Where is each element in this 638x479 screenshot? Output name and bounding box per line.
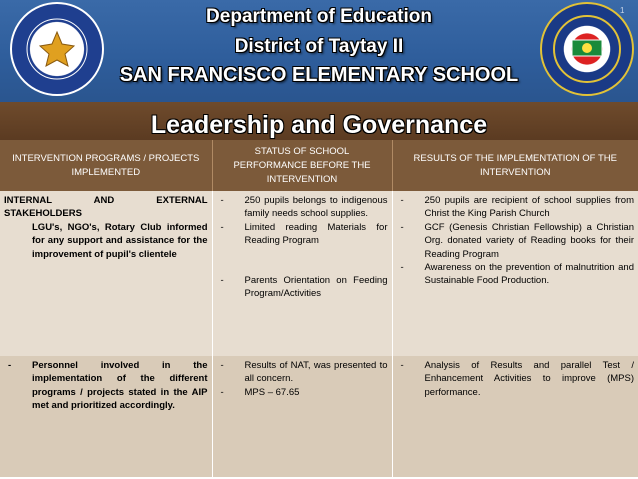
- column-header-status: STATUS OF SCHOOL PERFORMANCE BEFORE THE INTERVENTION: [212, 140, 392, 191]
- list-item: - MPS – 67.65: [220, 386, 300, 398]
- header-school: SAN FRANCISCO ELEMENTARY SCHOOL: [119, 64, 519, 86]
- list-item: - Personnel involved in the implementation of the different programs / projects stated in the AIP met and prioritized accordingly.: [8, 360, 208, 412]
- status-cell: [212, 356, 392, 477]
- column-header-programs: INTERVENTION PROGRAMS / PROJECTS IMPLEMENTED: [0, 140, 212, 191]
- list-item: - Results of NAT, was presented to all concern.: [220, 360, 388, 385]
- list-item: - Parents Orientation on Feeding Program/Activities: [220, 274, 388, 300]
- table-row: [0, 356, 638, 477]
- program-title: INTERNAL AND EXTERNAL STAKEHOLDERS: [4, 195, 208, 220]
- list-item: - 250 pupils are recipient of school supplies from Christ the King Parish Church: [400, 195, 634, 220]
- column-header-results: RESULTS OF THE IMPLEMENTATION OF THE INTERVENTION: [392, 140, 638, 191]
- table-row: [0, 191, 638, 356]
- list-item: - GCF (Genesis Christian Fellowship) a Christian Org. donated variety of Reading books for their Reading Program: [400, 221, 634, 260]
- list-item: - 250 pupils belongs to indigenous family needs school supplies.: [220, 195, 388, 220]
- header-department: Department of Education: [206, 6, 432, 27]
- list-item: - Analysis of Results and parallel Test / Enhancement Activities to improve (MPS) performance.: [400, 360, 634, 398]
- program-detail: LGU's, NGO's, Rotary Club informed for any support and assistance for the improvement of pupil's clientele: [32, 221, 208, 260]
- slide-title: Leadership and Governance: [150, 111, 488, 139]
- list-item: - Limited reading Materials for Reading Program: [220, 221, 388, 247]
- header-district: District of Taytay II: [234, 36, 404, 57]
- slide-number: 1: [620, 6, 625, 15]
- program-cell: [0, 191, 212, 356]
- status-cell: [212, 191, 392, 356]
- results-cell: [392, 191, 638, 356]
- results-cell: [392, 356, 638, 477]
- intervention-table: [0, 140, 638, 477]
- list-item: - Awareness on the prevention of malnutrition and Sustainable Food Production.: [400, 262, 634, 287]
- program-cell: [0, 356, 212, 477]
